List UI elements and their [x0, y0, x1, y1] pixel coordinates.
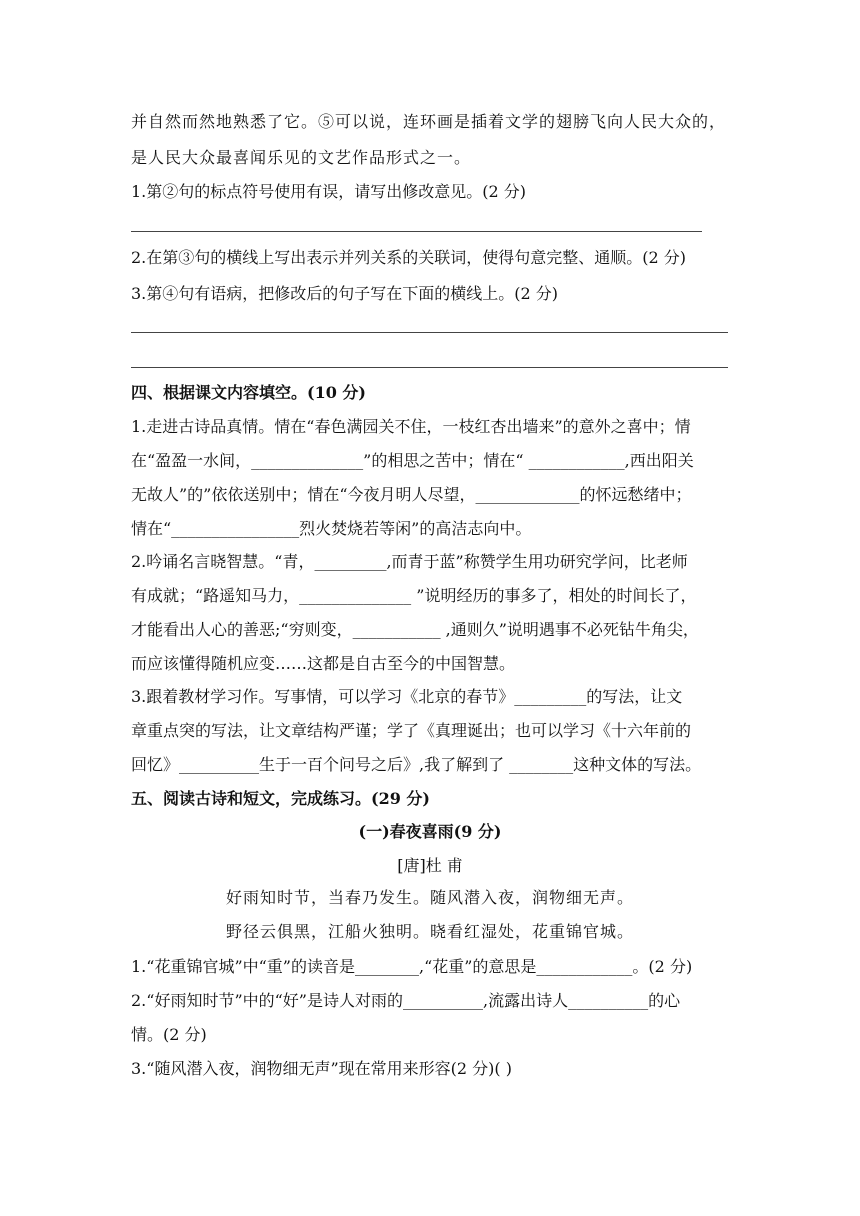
section-4-q1-line-3: 无故人”的”依依送别中；情在“今夜月明人尽望，_____________的怀远愁绪中； — [131, 485, 692, 504]
section-4-q2-line-3: 才能看出人心的善恶;“穷则变，___________ ,通则久”说明遇事不必死钻牛角尖， — [131, 620, 699, 639]
section-4-q1-line-4: 情在“________________烈火焚烧若等闲”的高洁志向中。 — [131, 519, 532, 538]
passage-line-2: 是人民大众最喜闻乐见的文艺作品形式之一。 — [131, 148, 472, 167]
section-4-q3-line-1: 3.跟着教材学习作。写事情，可以学习《北京的春节》_________的写法，让文 — [131, 687, 683, 706]
section-4-q2-line-4: 而应该懂得随机应变……这都是自古至今的中国智慧。 — [131, 654, 516, 673]
poem-line-1: 好雨知时节，当春乃发生。随风潜入夜，润物细无声。 — [225, 888, 634, 907]
section-4-q1-line-1: 1.走进古诗品真情。情在“春色满园关不住，一枝红杏出墙来”的意外之喜中；情 — [131, 417, 691, 436]
section-4-q2-line-1: 2.吟诵名言晓智慧。“青，_________,而青于蓝”称赞学生用功研究学问，比老师 — [131, 552, 688, 571]
section-4-heading: 四、根据课文内容填空。(10 分) — [131, 383, 366, 402]
poem-author: [唐]杜 甫 — [397, 856, 463, 875]
section-5-q2-line-2: 情。(2 分) — [131, 1025, 207, 1044]
section-5-q1: 1.“花重锦官城”中“重”的读音是________,“花重”的意思是____________。(2 分) — [131, 957, 693, 976]
section-4-q2-line-2: 有成就；“路遥知马力，______________ ”说明经历的事多了，相处的时间长了， — [131, 586, 697, 605]
section-4-q3-line-2: 章重点突的写法，让文章结构严谨；学了《真理诞出；也可以学习《十六年前的 — [131, 721, 692, 740]
section-4-q1-line-2: 在“盈盈一水间，______________”的相思之苦中；情在“ ____________,西出阳关 — [131, 451, 694, 470]
answer-line[interactable] — [131, 332, 728, 333]
section-4-q3-line-3: 回忆》__________生于一百个问号之后》,我了解到了 ________这种文体的写法。 — [131, 755, 702, 774]
answer-line[interactable] — [131, 367, 728, 368]
section-5-heading: 五、阅读古诗和短文，完成练习。(29 分) — [131, 789, 430, 808]
question-3-3: 3.第④句有语病，把修改后的句子写在下面的横线上。(2 分) — [131, 284, 559, 303]
answer-line[interactable] — [131, 231, 702, 232]
poem-line-2: 野径云俱黑，江船火独明。晓看红湿处，花重锦官城。 — [225, 922, 634, 941]
question-3-2: 2.在第③句的横线上写出表示并列关系的关联词，使得句意完整、通顺。(2 分) — [131, 248, 687, 267]
passage-line-1: 并自然而然地熟悉了它。⑤可以说，连环画是插着文学的翅膀飞向人民大众的， — [131, 112, 727, 131]
poem-title: (一)春夜喜雨(9 分) — [358, 822, 502, 841]
section-5-q3: 3.“随风潜入夜，润物细无声”现在常用来形容(2 分)( ) — [131, 1059, 512, 1078]
question-3-1: 1.第②句的标点符号使用有误，请写出修改意见。(2 分) — [131, 182, 527, 201]
section-5-q2-line-1: 2.“好雨知时节”中的“好”是诗人对雨的__________,流露出诗人__________的心 — [131, 991, 681, 1010]
